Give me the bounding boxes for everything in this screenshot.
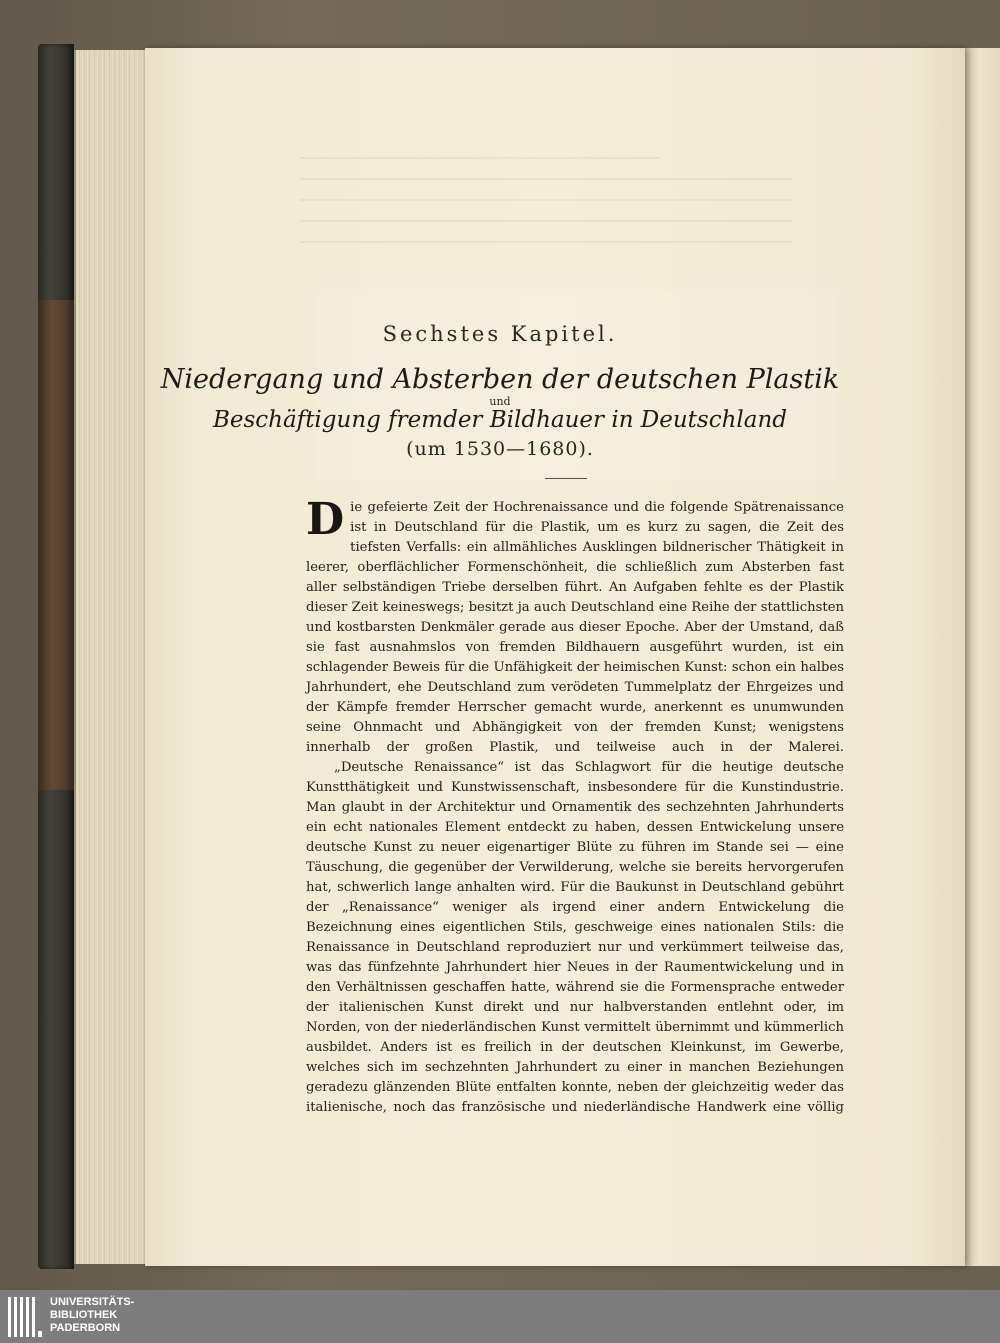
- footer-bar: [0, 1290, 1000, 1343]
- facing-page-edge: [965, 48, 1000, 1266]
- chapter-date-range: (um 1530—1680).: [406, 438, 594, 460]
- body-text: [306, 494, 844, 1118]
- logo-line-3: PADERBORN: [50, 1322, 121, 1334]
- chapter-title: Niedergang und Absterben der deutschen Plastik: [160, 364, 840, 395]
- title-divider-rule: [545, 478, 587, 479]
- paragraph-1-text: ie gefeierte Zeit der Hochrenaissance und die folgende Spätrenaissance ist in Deutschland für die Plastik, um es kurz zu sagen, die Zeit des tiefsten Verfalls: ein allmähliches Ausklingen bildnerischer Thätigkeit in leerer, oberflächlicher Formenschönheit, die schließlich zum Absterben fast aller selbständigen Triebe derselben führt. An Aufgaben fehlte es der Plastik dieser Zeit keineswegs; besitzt ja auch Deutschland eine Reihe der stattlichsten und kostbarsten Denkmäler gerade aus dieser Epoche. Aber der Umstand, daß sie fast ausnahmslos von fremden Bildhauern ausgeführt wurden, ist ein schlagender Beweis für die Unfähigkeit der heimischen Kunst: schon ein halbes Jahrhundert, ehe Deutschland zum verödeten Tummelplatz der Ehrgeizes und der Kämpfe fremder Herrscher gemacht wurde, anerkennt es unumwunden seine Ohnmacht und Abhängigkeit von der fremden Kunst; wenigstens innerhalb der großen Plastik, und teilweise auch in der Malerei.: [306, 500, 844, 755]
- page-edges: [74, 50, 152, 1264]
- paragraph-1: [306, 494, 844, 758]
- chapter-label: Sechstes Kapitel.: [382, 322, 618, 346]
- bleed-through-text: ──────────────────────────────────────────── ──────────────────────────────────────────────────────────── ──────────────────────────────────────────────────────────── ──────────────────────────────────────────────────────────── ────────────────────────────────────────────────────────────: [300, 151, 794, 249]
- drop-cap: D: [306, 494, 345, 545]
- logo-line-2: BIBLIOTHEK: [50, 1309, 118, 1321]
- chapter-title-conjunction: und: [489, 395, 511, 408]
- paragraph-2: „Deutsche Renaissance“ ist das Schlagwort für die heutige deutsche Kunstthätigkeit und Kunstwissenschaft, insbesondere für die Kunstindustrie. Man glaubt in der Architektur und Ornamentik des sechzehnten Jahrhunderts ein echt nationales Element entdeckt zu haben, dessen Entwickelung unsere deutsche Kunst zu neuer eigenartiger Blüte zu führen im Stande sei — eine Täuschung, die gegenüber der Verwilderung, welche sie bereits hervorgerufen hat, schwerlich lange anhalten wird. Für die Baukunst in Deutschland gebührt der „Renaissance“ weniger als irgend einer andern Entwickelung die Bezeichnung eines eigentlichen Stils, geschweige eines nationalen Stils: die Renaissance in Deutschland reproduziert nur und verkümmert teilweise das, was das fünfzehnte Jahrhundert hier Neues in der Raumentwickelung und in den Verhältnissen geschaffen hatte, während sie die Formensprache entweder der italienischen Kunst direkt und nur halbverstanden entlehnt oder, im Norden, von der niederländischen Kunst vermittelt übernimmt und kümmerlich ausbildet. Anders ist es freilich in der deutschen Kleinkunst, im Gewerbe, welches sich im sechzehnten Jahrhundert zu einer in manchen Beziehungen geradezu glänzenden Blüte entfalten konnte, neben der gleichzeitig weder das italienische, noch das französische und niederländische Handwerk eine völlig: [306, 760, 844, 1115]
- library-logo-icon: [8, 1297, 44, 1337]
- library-logo-text: [50, 1296, 134, 1335]
- logo-line-1: UNIVERSITÄTS-: [50, 1296, 135, 1308]
- chapter-subtitle: Beschäftigung fremder Bildhauer in Deutschland: [212, 407, 788, 433]
